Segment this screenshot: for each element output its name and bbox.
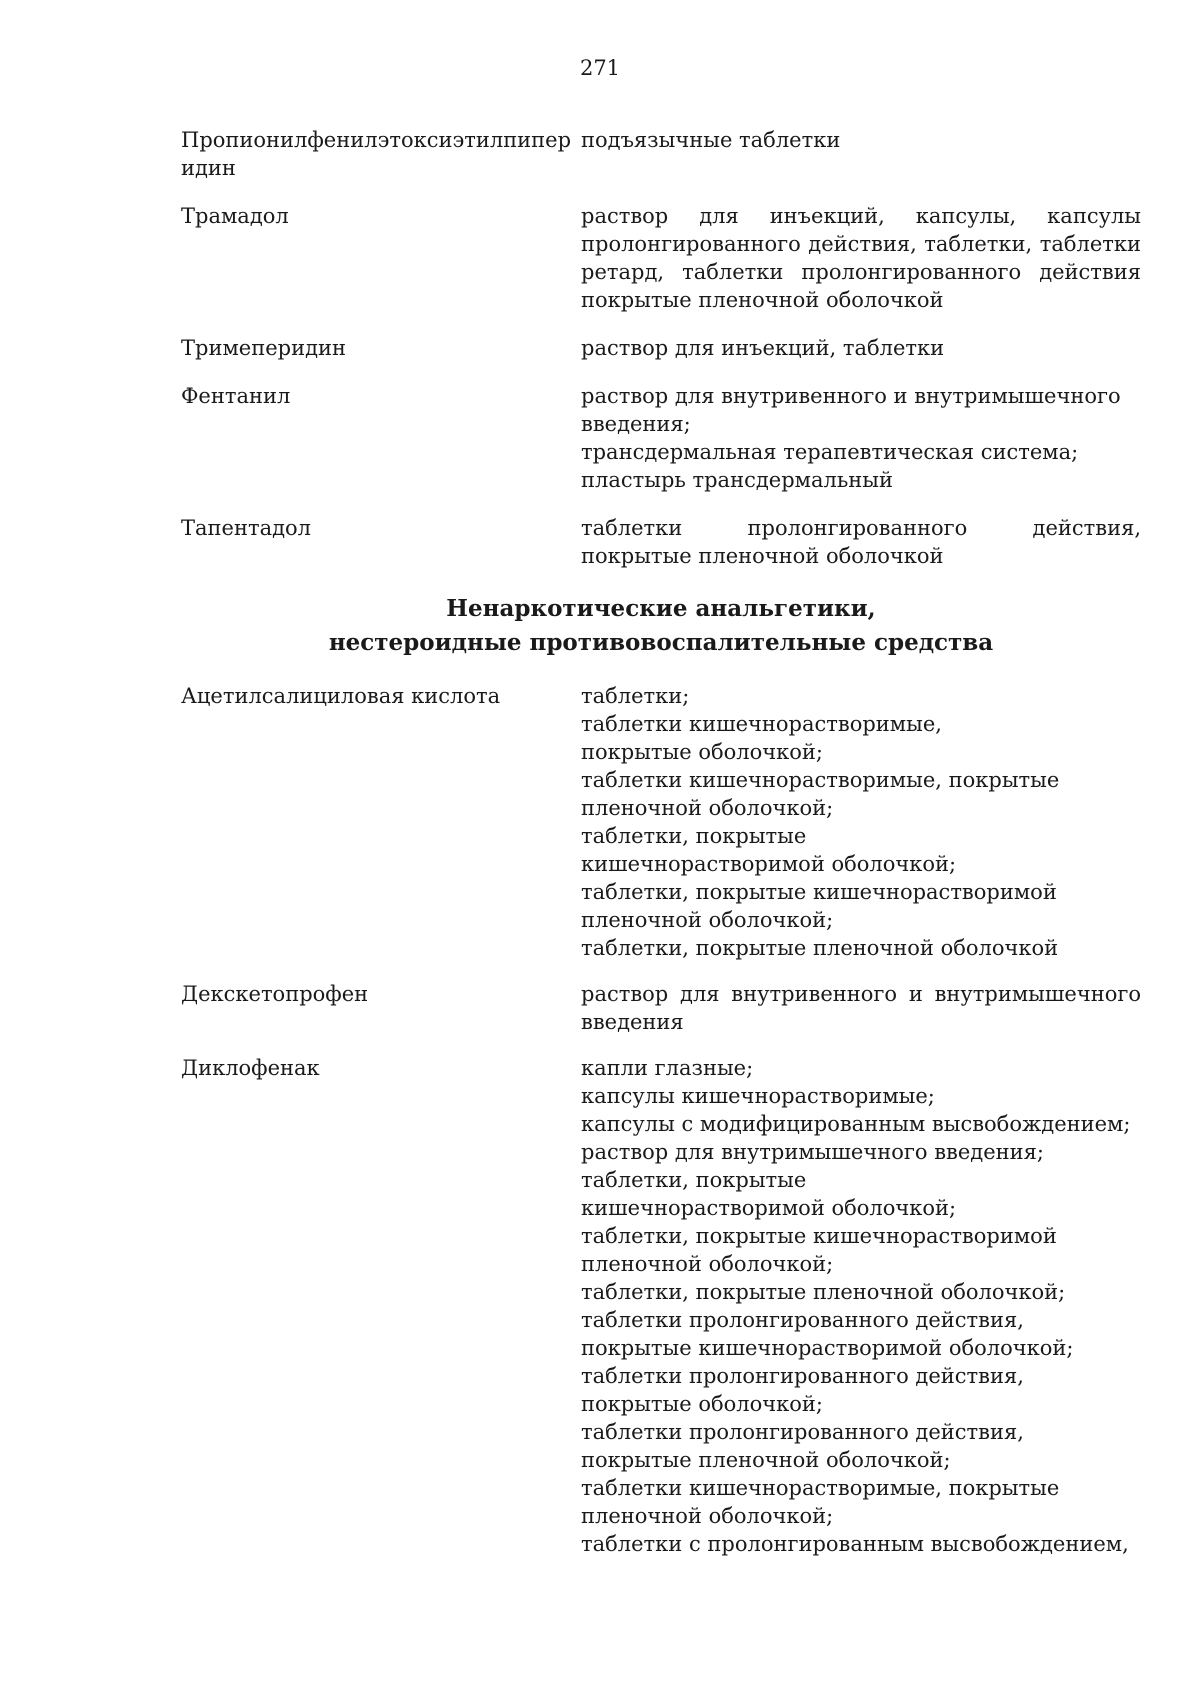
drug-form: таблетки с пролонгированным высвобождением, xyxy=(581,1532,1129,1556)
section-title-line: нестероидные противовоспалительные средства xyxy=(328,629,994,656)
drug-form: таблетки пролонгированного действия, покрытые кишечнорастворимой оболочкой; xyxy=(581,1308,1074,1360)
drug-form: раствор для внутривенного и внутримышечного введения xyxy=(581,982,1141,1034)
drug-row xyxy=(181,1054,1141,1558)
section-title-line: Ненаркотические анальгетики, xyxy=(446,595,876,622)
drug-name: Декскетопрофен xyxy=(181,982,369,1006)
drug-forms xyxy=(581,334,1141,362)
drug-form: таблетки пролонгированного действия, покрытые пленочной оболочкой; xyxy=(581,1420,1024,1472)
drug-form: таблетки кишечнорастворимые, покрытые пленочной оболочкой; xyxy=(581,768,1060,820)
drug-form: таблетки, покрытые пленочной оболочкой; xyxy=(581,1280,1066,1304)
drug-list xyxy=(181,126,1141,1558)
drug-form: таблетки, покрытые пленочной оболочкой xyxy=(581,936,1059,960)
drug-form: раствор для инъекций, капсулы, капсулы пролонгированного действия, таблетки, таблетки ретард, таблетки пролонгированного действия покрытые пленочной оболочкой xyxy=(581,204,1141,312)
drug-forms xyxy=(581,382,1141,494)
drug-form: таблетки, покрытые кишечнорастворимой пленочной оболочкой; xyxy=(581,1224,1057,1276)
drug-forms xyxy=(581,126,1141,154)
drug-form: таблетки; xyxy=(581,684,690,708)
drug-forms xyxy=(581,514,1141,570)
drug-form: трансдермальная терапевтическая система; xyxy=(581,440,1079,464)
drug-forms xyxy=(581,202,1141,314)
drug-form: таблетки кишечнорастворимые, покрытые оболочкой; xyxy=(581,712,942,764)
drug-form: капли глазные; xyxy=(581,1056,754,1080)
drug-row xyxy=(181,514,1141,570)
drug-form: раствор для внутримышечного введения; xyxy=(581,1140,1044,1164)
drug-form: раствор для внутривенного и внутримышечного введения; xyxy=(581,384,1121,436)
drug-forms xyxy=(581,682,1141,962)
drug-name: Пропионилфенилэтоксиэтилпиперидин xyxy=(181,128,572,180)
section-heading xyxy=(171,592,1151,660)
drug-form: капсулы кишечнорастворимые; xyxy=(581,1084,935,1108)
drug-form: таблетки, покрытые кишечнорастворимой оболочкой; xyxy=(581,1168,957,1220)
drug-name: Фентанил xyxy=(181,384,291,408)
drug-forms xyxy=(581,1054,1141,1558)
drug-name: Тапентадол xyxy=(181,516,311,540)
drug-form: таблетки, покрытые кишечнорастворимой пленочной оболочкой; xyxy=(581,880,1057,932)
drug-name: Ацетилсалициловая кислота xyxy=(181,684,501,708)
drug-form: пластырь трансдермальный xyxy=(581,468,893,492)
drug-row xyxy=(181,126,1141,182)
drug-form: капсулы с модифицированным высвобождением; xyxy=(581,1112,1131,1136)
drug-forms xyxy=(581,980,1141,1036)
drug-form: таблетки пролонгированного действия, покрытые пленочной оболочкой xyxy=(581,516,1141,568)
drug-row xyxy=(181,980,1141,1036)
drug-form: подъязычные таблетки xyxy=(581,128,841,152)
drug-row xyxy=(181,334,1141,362)
drug-name: Трамадол xyxy=(181,204,289,228)
drug-row xyxy=(181,382,1141,494)
drug-row xyxy=(181,202,1141,314)
drug-form: таблетки, покрытые кишечнорастворимой оболочкой; xyxy=(581,824,957,876)
drug-row xyxy=(181,682,1141,962)
drug-name: Диклофенак xyxy=(181,1056,320,1080)
drug-name: Тримеперидин xyxy=(181,336,346,360)
drug-form: таблетки пролонгированного действия, покрытые оболочкой; xyxy=(581,1364,1024,1416)
drug-form: таблетки кишечнорастворимые, покрытые пленочной оболочкой; xyxy=(581,1476,1060,1528)
page-number: 271 xyxy=(579,56,621,80)
drug-form: раствор для инъекций, таблетки xyxy=(581,336,945,360)
